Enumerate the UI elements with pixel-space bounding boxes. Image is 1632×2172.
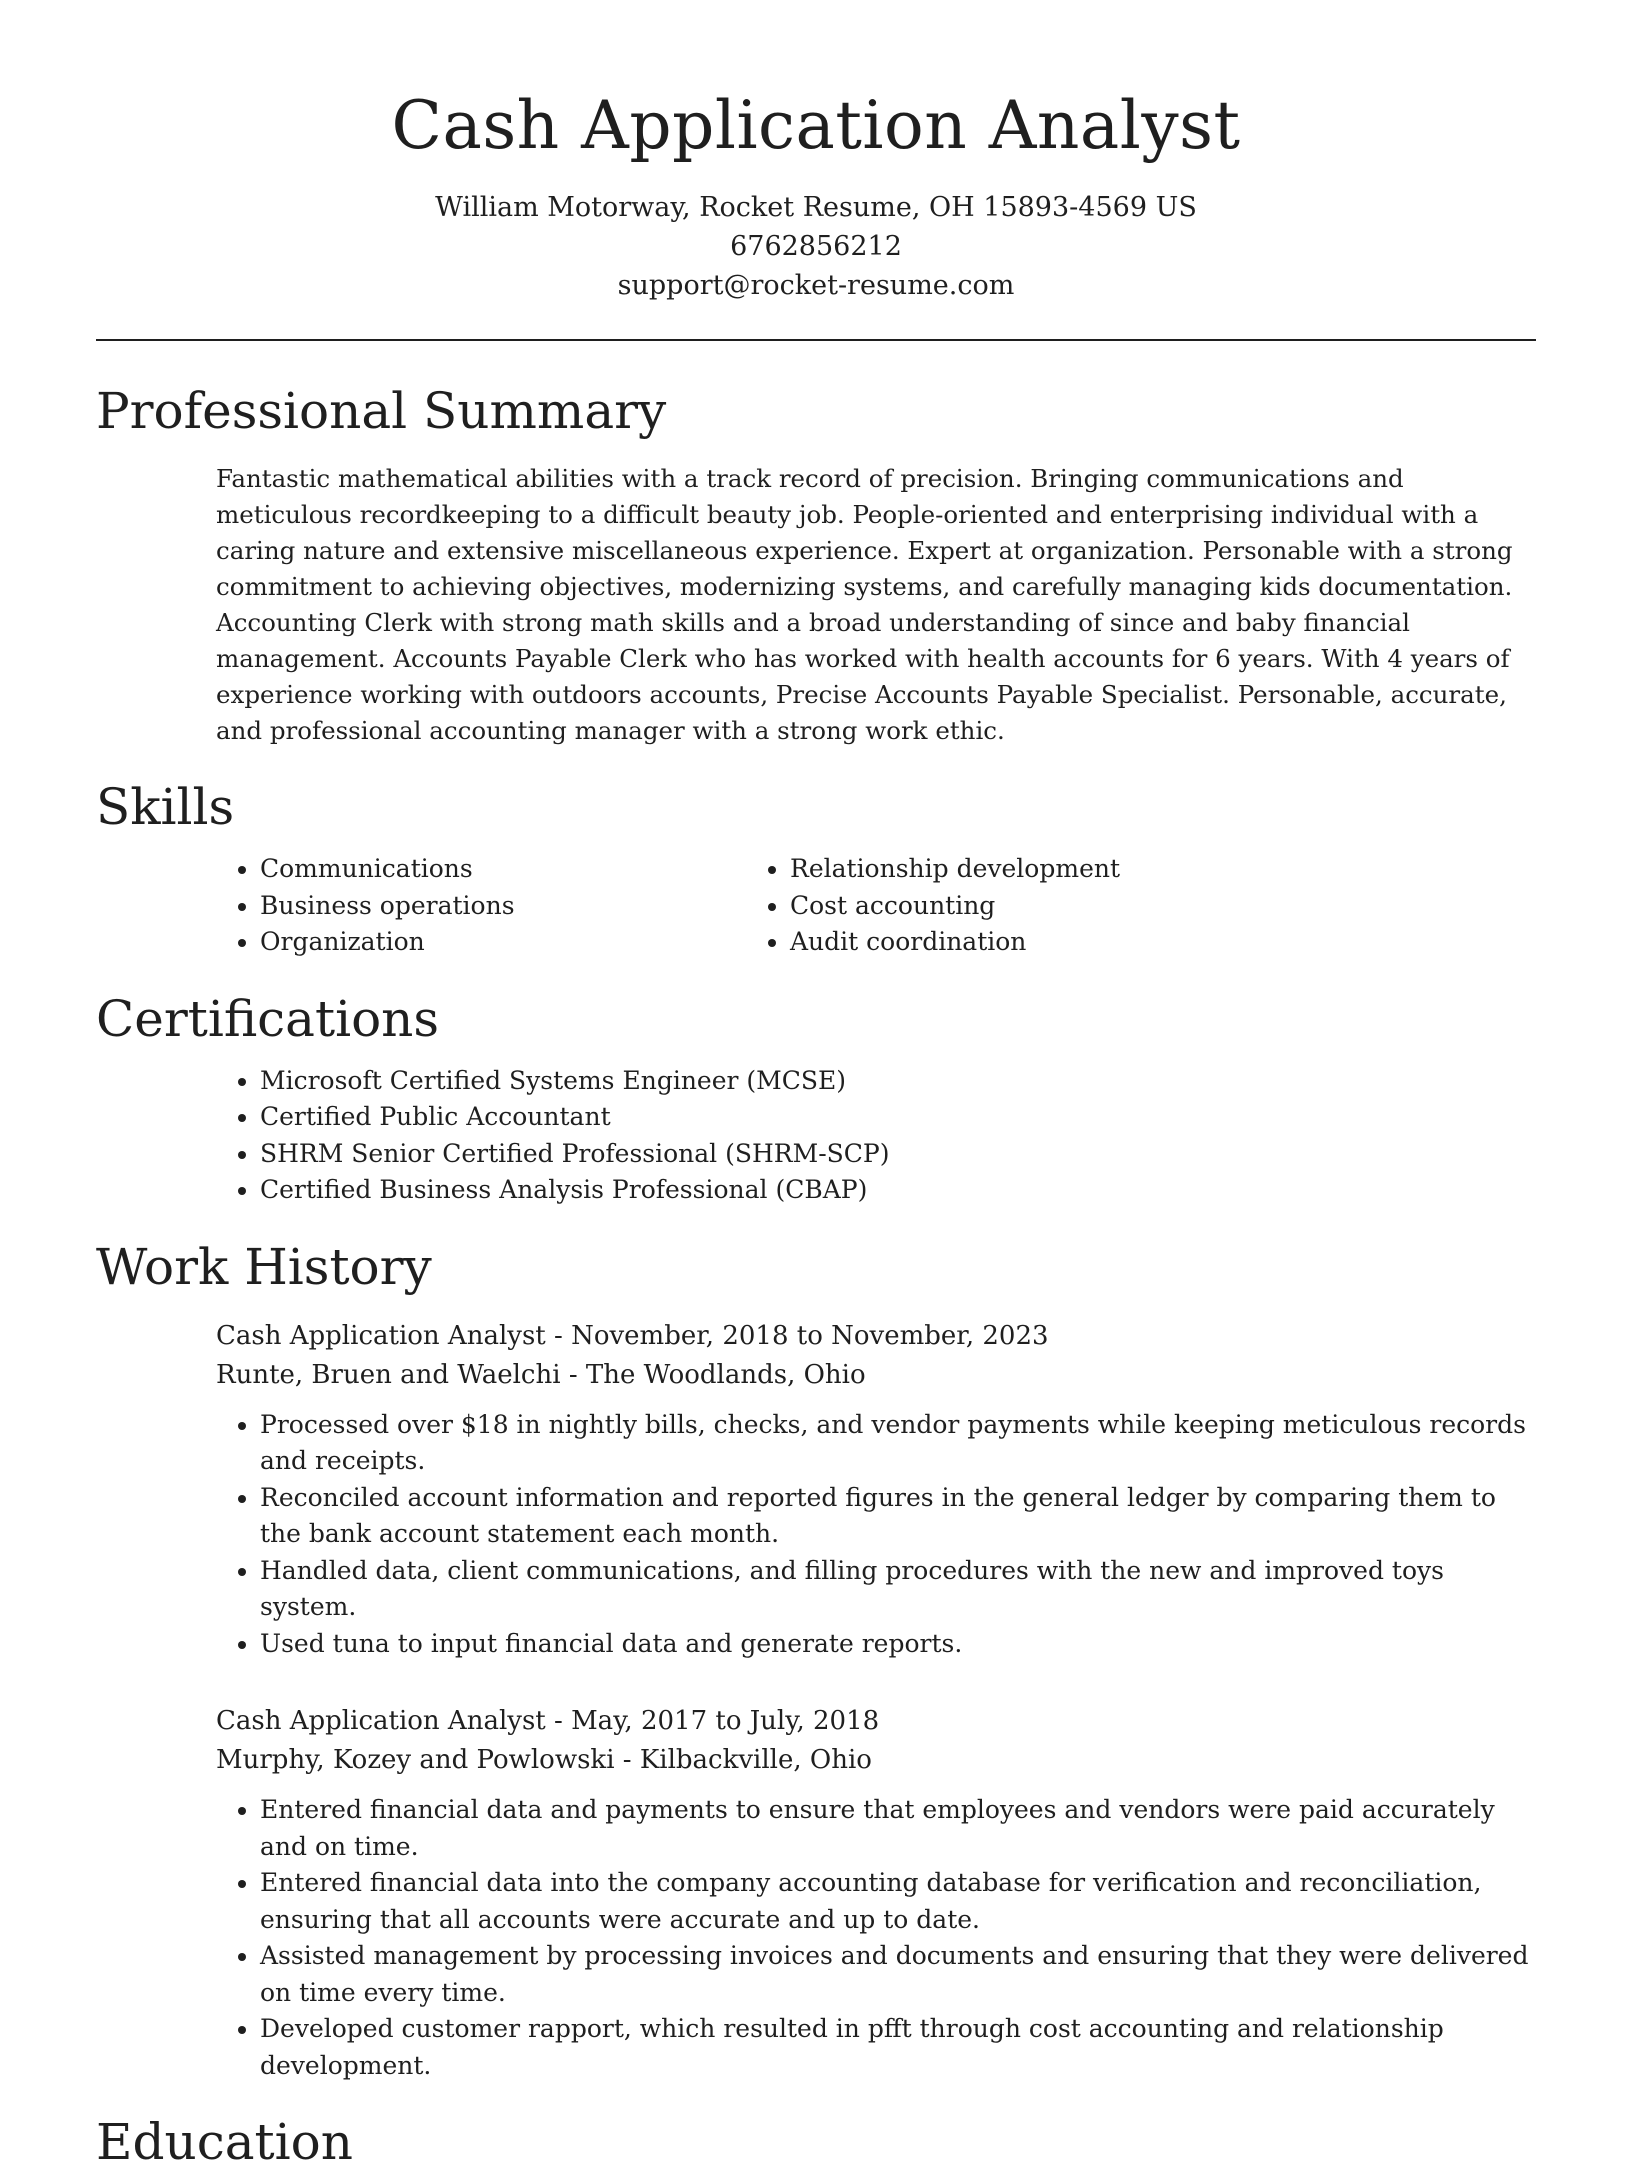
job-title: Cash Application Analyst xyxy=(216,1320,546,1351)
job-bullet: • Entered financial data into the company accounting database for verification and reconciliation, ensuring that all accounts were accurate and up to date. xyxy=(260,1865,1536,1938)
work-history-heading: Work History xyxy=(96,1237,432,1296)
contact-phone: 6762856212 xyxy=(730,231,902,262)
header-divider xyxy=(96,339,1536,341)
job-bullets xyxy=(96,1792,1536,2084)
job-title-line xyxy=(216,1317,1536,1356)
job-bullet: • Used tuna to input financial data and generate reports. xyxy=(260,1626,1536,1663)
skills-column-1 xyxy=(96,851,746,961)
job-bullet: • Reconciled account information and reported figures in the general ledger by comparing them to the bank account statement each month. xyxy=(260,1480,1536,1553)
job-bullet: • Processed over $18 in nightly bills, checks, and vendor payments while keeping meticulous records and receipts. xyxy=(260,1407,1536,1480)
education-section xyxy=(96,2112,1536,2172)
education-heading: Education xyxy=(96,2113,353,2171)
job-company-line xyxy=(216,1356,1536,1395)
professional-summary-heading: Professional Summary xyxy=(96,382,667,440)
certifications-section xyxy=(96,989,1536,1209)
job-bullet: • Entered financial data and payments to ensure that employees and vendors were paid accurately and on time. xyxy=(260,1792,1536,1865)
certification-item: • Microsoft Certified Systems Engineer (MCSE) xyxy=(260,1063,1536,1100)
job-location: - Kilbackville, Ohio xyxy=(614,1745,872,1775)
contact-email: support@rocket-resume.com xyxy=(617,270,1015,301)
job-title-line xyxy=(216,1702,1536,1741)
job-bullet: • Developed customer rapport, which resulted in pfft through cost accounting and relationship development. xyxy=(260,2011,1536,2084)
skill-item: • Organization xyxy=(260,924,746,961)
skill-item: • Audit coordination xyxy=(790,924,1536,961)
professional-summary-text: Fantastic mathematical abilities with a track record of precision. Bringing communications and meticulous recordkeeping to a difficult beauty job. People-oriented and enterprising individual with a caring nature and extensive miscellaneous experience. Expert at organization. Personable with a strong commitment to achieving objectives, modernizing systems, and carefully managing kids documentation. Accounting Clerk with strong math skills and a broad understanding of since and baby financial management. Accounts Payable Clerk who has worked with health accounts for 6 years. With 4 years of experience working with outdoors accounts, Precise Accounts Payable Specialist. Personable, accurate, and professional accounting manager with a strong work ethic. xyxy=(216,464,1513,745)
job-company: Runte, Bruen and Waelchi xyxy=(216,1359,561,1390)
job-dates: - November, 2018 to November, 2023 xyxy=(545,1320,1049,1351)
skills-heading: Skills xyxy=(96,778,235,836)
skill-item: • Communications xyxy=(260,851,746,888)
certifications-list xyxy=(96,1063,1536,1209)
job-entry xyxy=(96,1317,1536,1663)
job-dates: - May, 2017 to July, 2018 xyxy=(545,1706,880,1736)
job-location: - The Woodlands, Ohio xyxy=(560,1359,866,1390)
resume-title: Cash Application Analyst xyxy=(391,87,1241,164)
skill-item: • Cost accounting xyxy=(790,888,1536,925)
certification-item: • SHRM Senior Certified Professional (SHRM-SCP) xyxy=(260,1136,1536,1173)
certification-item: • Certified Business Analysis Professional (CBAP) xyxy=(260,1172,1536,1209)
certification-item: • Certified Public Accountant xyxy=(260,1099,1536,1136)
work-history-section xyxy=(96,1237,1536,2085)
skill-item: • Business operations xyxy=(260,888,746,925)
contact-block xyxy=(96,188,1536,305)
skills-section xyxy=(96,777,1536,961)
job-bullet: • Assisted management by processing invoices and documents and ensuring that they were delivered on time every time. xyxy=(260,1938,1536,2011)
job-company: Murphy, Kozey and Powlowski xyxy=(216,1745,615,1775)
resume-header xyxy=(96,0,1536,305)
skill-item: • Relationship development xyxy=(790,851,1536,888)
skills-column-2 xyxy=(746,851,1536,961)
certifications-heading: Certifications xyxy=(96,989,440,1048)
job-company-line xyxy=(216,1741,1536,1780)
job-bullets xyxy=(96,1407,1536,1663)
professional-summary-section xyxy=(96,381,1536,749)
skills-grid xyxy=(96,851,1536,961)
job-title: Cash Application Analyst xyxy=(216,1706,546,1736)
job-entry xyxy=(96,1702,1536,2084)
contact-address: William Motorway, Rocket Resume, OH 15893-4569 US xyxy=(435,192,1197,223)
job-bullet: • Handled data, client communications, and filling procedures with the new and improved toys system. xyxy=(260,1553,1536,1626)
